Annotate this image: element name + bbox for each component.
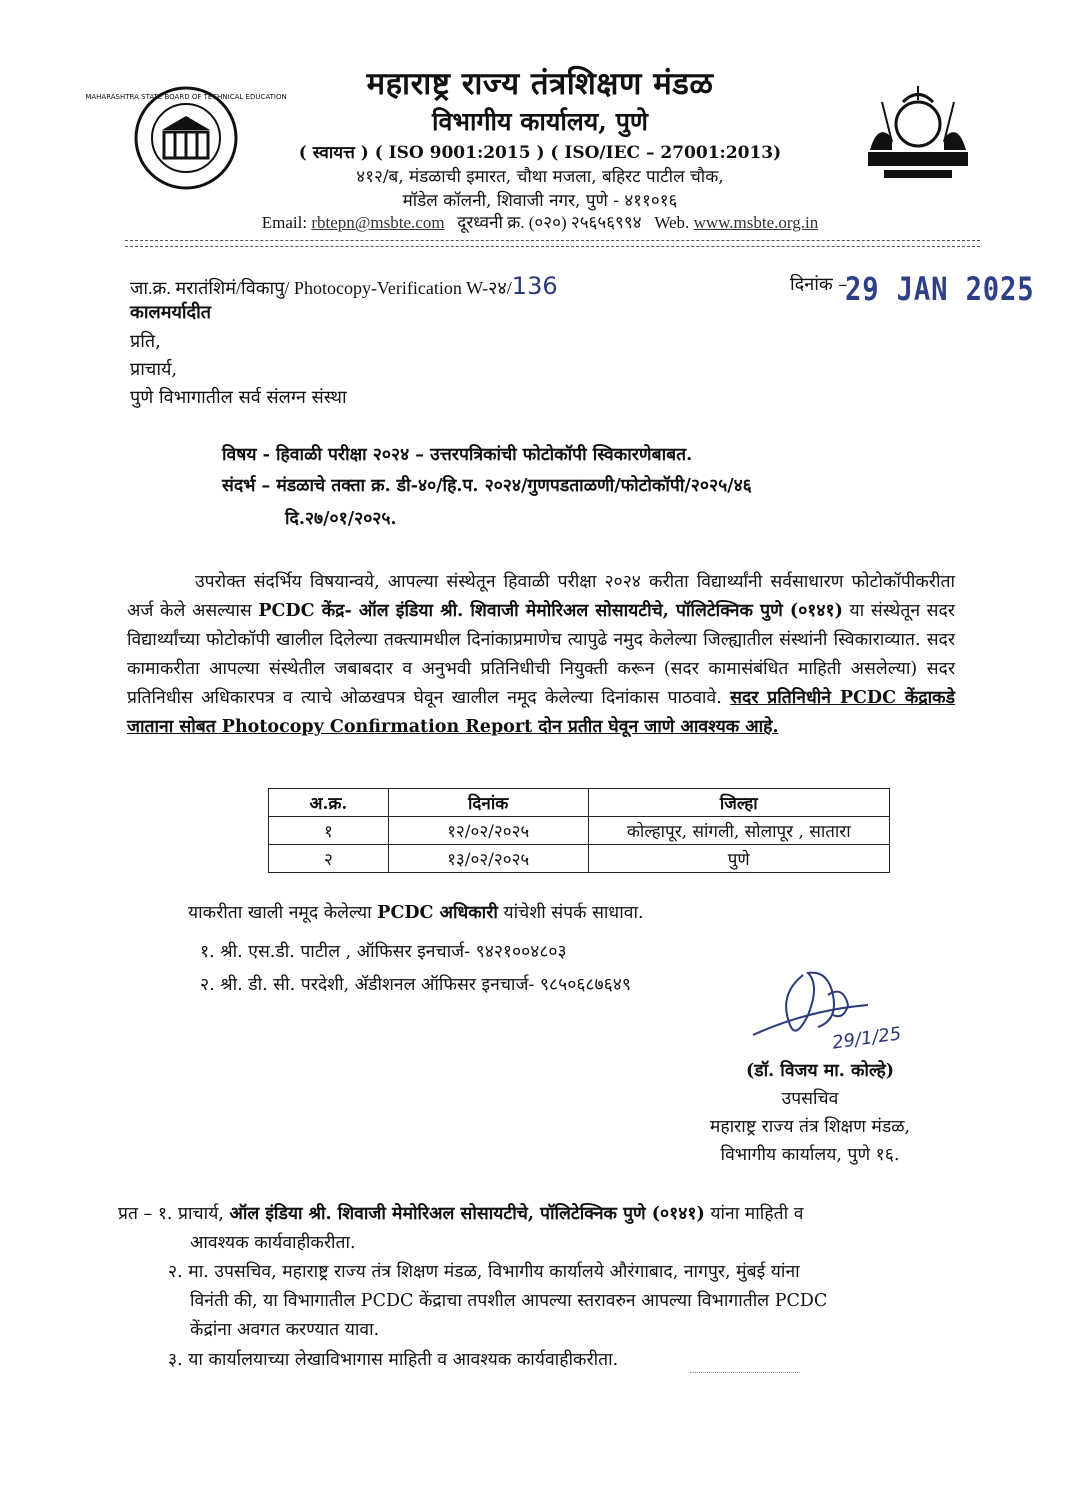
- cell-date: १२/०२/२०२५: [388, 817, 588, 845]
- cell-date: १३/०२/२०२५: [388, 845, 588, 873]
- body-text-1: उपरोक्त संदर्भिय विषयान्वये, आपल्या संस्थेतून हिवाळी परीक्षा २०२४ करीता विद्यार्थ्यांनी सर्वसाधारण फोटोकॉपीकरीता अर्ज केले असल्यास: [127, 572, 955, 621]
- signatory-org: महाराष्ट्र राज्य तंत्र शिक्षण मंडळ,: [709, 1117, 911, 1137]
- copy-to-item-2-line-3: केंद्रांना अवगत करण्यात यावा.: [190, 1320, 380, 1340]
- reference-line: संदर्भ – मंडळाचे तक्ता क्र. डी-४०/हि.प. २०२४/गुणपडताळणी/फोटोकॉपी/२०२५/४६: [222, 476, 752, 496]
- header-date: दिनांक: [388, 789, 588, 817]
- contact-intro-text-1: याकरीता खाली नमूद केलेल्या: [188, 903, 372, 923]
- body-underlined-note: सदर प्रतिनिधीने PCDC केंद्राकडे जाताना सोबत Photocopy Confirmation Report दोन प्रतीत घेवून जाणे आवश्यक आहे.: [127, 688, 955, 737]
- copy-to-item-2-line-1: २. मा. उपसचिव, महाराष्ट्र राज्य तंत्र शिक्षण मंडळ, विभागीय कार्यालये औरंगाबाद, नागपुर, मुंबई यांना: [168, 1262, 800, 1282]
- web-label: Web.: [654, 213, 690, 232]
- cell-sr-no: २: [269, 845, 389, 873]
- copy-to-item-1-rest: यांना माहिती व: [710, 1204, 804, 1224]
- email-label: Email:: [261, 213, 308, 232]
- handwritten-reference: 136: [511, 272, 558, 300]
- copy-to-item-2-line-2: विनंती की, या विभागातील PCDC केंद्राचा तपशील आपल्या स्तरावरुन आपल्या विभागातील PCDC: [190, 1291, 828, 1311]
- email-link[interactable]: rbtepn@msbte.com: [311, 213, 445, 232]
- reference-text: जा.क्र. मरातंशिमं/विकापु/ Photocopy-Verification W-२४/: [130, 278, 512, 298]
- contact-line: [0, 210, 1080, 233]
- logo-left-text: MAHARASHTRA STATE BOARD OF TECHNICAL EDUCATION: [85, 93, 287, 101]
- cell-district: कोल्हापूर, सांगली, सोलापूर , सातारा: [588, 817, 889, 845]
- certifications: ( स्वायत्त ) ( ISO 9001:2015 ) ( ISO/IEC – 27001:2013): [298, 143, 782, 163]
- copy-to-item-1-num: १. प्राचार्य,: [157, 1204, 224, 1224]
- body-text-2: या संस्थेतून सदर विद्यार्थ्यांच्या फोटोकॉपी खालील दिलेल्या तक्त्यामधील दिनांकाप्रमाणेच त्यापुढे नमुद केलेल्या जिल्ह्यातील संस्थांनी स्विकाराव्यात. सदर कामाकरीता आपल्या संस्थेतील जबाबदार व अनुभवी प्रतिनिधीची नियुक्ती करून (सदर कामासंबंधित माहिती असलेल्या) सदर प्रतिनिधीस अधिकारपत्र व त्याचे ओळखपत्र घेवून खालील नमूद केलेल्या दिनांकास पाठवावे.: [127, 601, 955, 708]
- cell-sr-no: १: [269, 817, 389, 845]
- recipient-institutions: पुणे विभागातील सर्व संलग्न संस्था: [130, 387, 347, 408]
- copy-to-item-1-cont: आवश्यक कार्यवाहीकरीता.: [190, 1233, 356, 1253]
- footer-mark: [690, 1372, 800, 1373]
- recipient-designation: प्राचार्य,: [130, 359, 178, 380]
- reference-date: दि.२७/०१/२०२५.: [285, 509, 397, 529]
- signatory-office: विभागीय कार्यालय, पुणे १६.: [720, 1145, 900, 1165]
- body-pcdc-centre: PCDC केंद्र- ऑल इंडिया श्री. शिवाजी मेमोरिअल सोसायटीचे, पॉलिटेक्निक पुणे (०१४१): [258, 601, 843, 621]
- phone: दूरध्वनी क्र. (०२०) २५६५६९९४: [457, 213, 642, 232]
- recipient-to: प्रति,: [130, 331, 161, 352]
- copy-to-label: प्रत –: [118, 1204, 153, 1224]
- date-stamp: 29 JAN 2025: [845, 270, 1035, 308]
- contact-intro: [188, 900, 644, 924]
- copy-to-item-3: ३. या कार्यालयाच्या लेखाविभागास माहिती व आवश्यक कार्यवाहीकरीता.: [168, 1350, 619, 1370]
- address-line-1: ४१२/ब, मंडळाची इमारत, चौथा मजला, बहिरट पाटील चौक,: [356, 167, 724, 187]
- copy-to-item-1-bold: ऑल इंडिया श्री. शिवाजी मेमोरिअल सोसायटीचे, पॉलिटेक्निक पुणे (०१४१): [229, 1204, 705, 1224]
- date-label: दिनांक –: [790, 274, 848, 295]
- header-divider: [125, 240, 980, 241]
- header-sr-no: अ.क्र.: [269, 789, 389, 817]
- table-header-row: [269, 789, 890, 817]
- office-name: विभागीय कार्यालय, पुणे: [432, 107, 648, 136]
- priority-label: कालमर्यादीत: [130, 302, 212, 323]
- web-link[interactable]: www.msbte.org.in: [693, 213, 819, 232]
- table-row: [269, 845, 890, 873]
- officer-1: १. श्री. एस.डी. पाटील , ऑफिसर इनचार्ज- ९४२१००४८०३: [200, 942, 567, 962]
- signatory-name: (डॉ. विजय मा. कोल्हे): [745, 1061, 895, 1081]
- reference-number: [130, 272, 558, 300]
- header-district: जिल्हा: [588, 789, 889, 817]
- header-divider-2: [125, 246, 980, 247]
- subject-line: विषय - हिवाळी परीक्षा २०२४ – उत्तरपत्रिकांची फोटोकॉपी स्विकारणेबाबत.: [222, 445, 693, 465]
- address-line-2: मॉडेल कॉलनी, शिवाजी नगर, पुणे - ४११०१६: [402, 191, 678, 211]
- copy-to-item-1: [118, 1200, 958, 1229]
- cell-district: पुणे: [588, 845, 889, 873]
- contact-intro-text-2: यांचेशी संपर्क साधावा.: [503, 903, 644, 923]
- officer-2: २. श्री. डी. सी. परदेशी, ॲडीशनल ऑफिसर इनचार्ज- ९८५०६८७६४९: [200, 975, 631, 995]
- body-paragraph: [127, 568, 955, 742]
- org-name: महाराष्ट्र राज्य तंत्रशिक्षण मंडळ: [366, 66, 714, 102]
- schedule-table: [268, 788, 890, 873]
- signature-date: 29/1/25: [830, 1023, 903, 1054]
- table-row: [269, 817, 890, 845]
- signatory-designation: उपसचिव: [781, 1089, 839, 1109]
- contact-intro-bold: PCDC अधिकारी: [377, 903, 498, 923]
